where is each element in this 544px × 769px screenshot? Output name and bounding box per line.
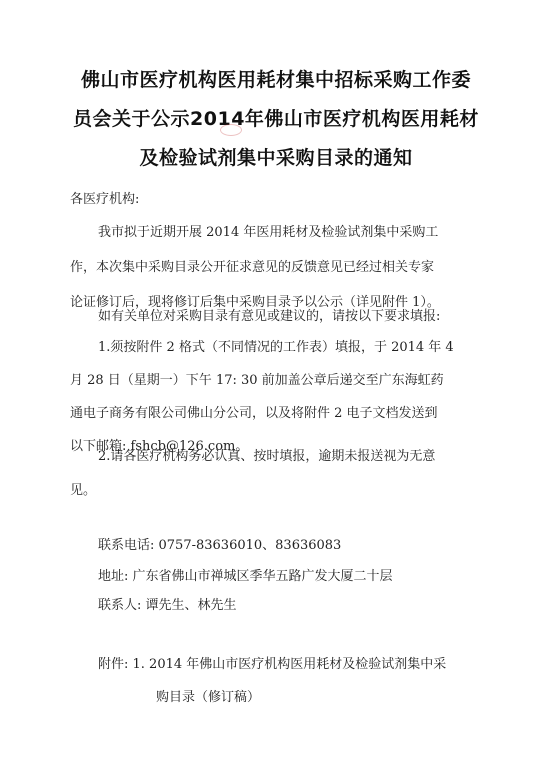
requirement-item-2 [70,448,435,516]
notice-title-line-2: 员会关于公示2014年佛山市医疗机构医用耗材 [73,108,479,130]
requirement-item-2-line-1: 2.请各医疗机构务必认真、按时填报，逾期未报送视为无意 [98,449,436,464]
contact-phone: 联系电话: 0757-83636010、83636083 [98,538,342,553]
requirement-item-1-line-1: 1.须按附件 2 格式（不同情况的工作表）填报，于 2014 年 4 [98,340,454,355]
salutation: 各医疗机构: [70,192,140,207]
paragraph-intro-line-3: 论证修订后，现将修订后集中采购目录予以公示（详见附件 1）。 [70,295,440,310]
requirement-item-2-line-2: 见。 [70,483,97,498]
paragraph-intro-line-2: 作，本次集中采购目录公开征求意见的反馈意见已经过相关专家 [70,260,435,275]
attachment-line-2: 购目录（修订稿） [156,690,261,705]
faint-stamp-mark [220,124,242,136]
paragraph-requirements: 如有关单位对采购目录有意见或建议的，请按以下要求填报: [98,309,441,324]
notice-title-line-1: 佛山市医疗机构医用耗材集中招标采购工作委 [80,69,471,91]
notice-title-line-3: 及检验试剂集中采购目录的通知 [139,147,413,169]
contact-address: 地址: 广东省佛山市禅城区季华五路广发大厦二十层 [98,569,393,584]
requirement-item-1-line-3: 通电子商务有限公司佛山分公司，以及将附件 2 电子文档发送到 [70,406,438,421]
requirement-item-1-line-4: 以下邮箱: fshcb@126.com。 [70,439,249,454]
contact-person: 联系人: 谭先生、林先生 [98,598,237,613]
requirement-item-1-line-2: 月 28 日（星期一）下午 17: 30 前加盖公章后递交至广东海虹药 [70,373,444,388]
attachment-line-1: 附件: 1. 2014 年佛山市医疗机构医用耗材及检验试剂集中采 [98,657,447,672]
paragraph-intro-line-1: 我市拟于近期开展 2014 年医用耗材及检验试剂集中采购工 [98,225,439,240]
